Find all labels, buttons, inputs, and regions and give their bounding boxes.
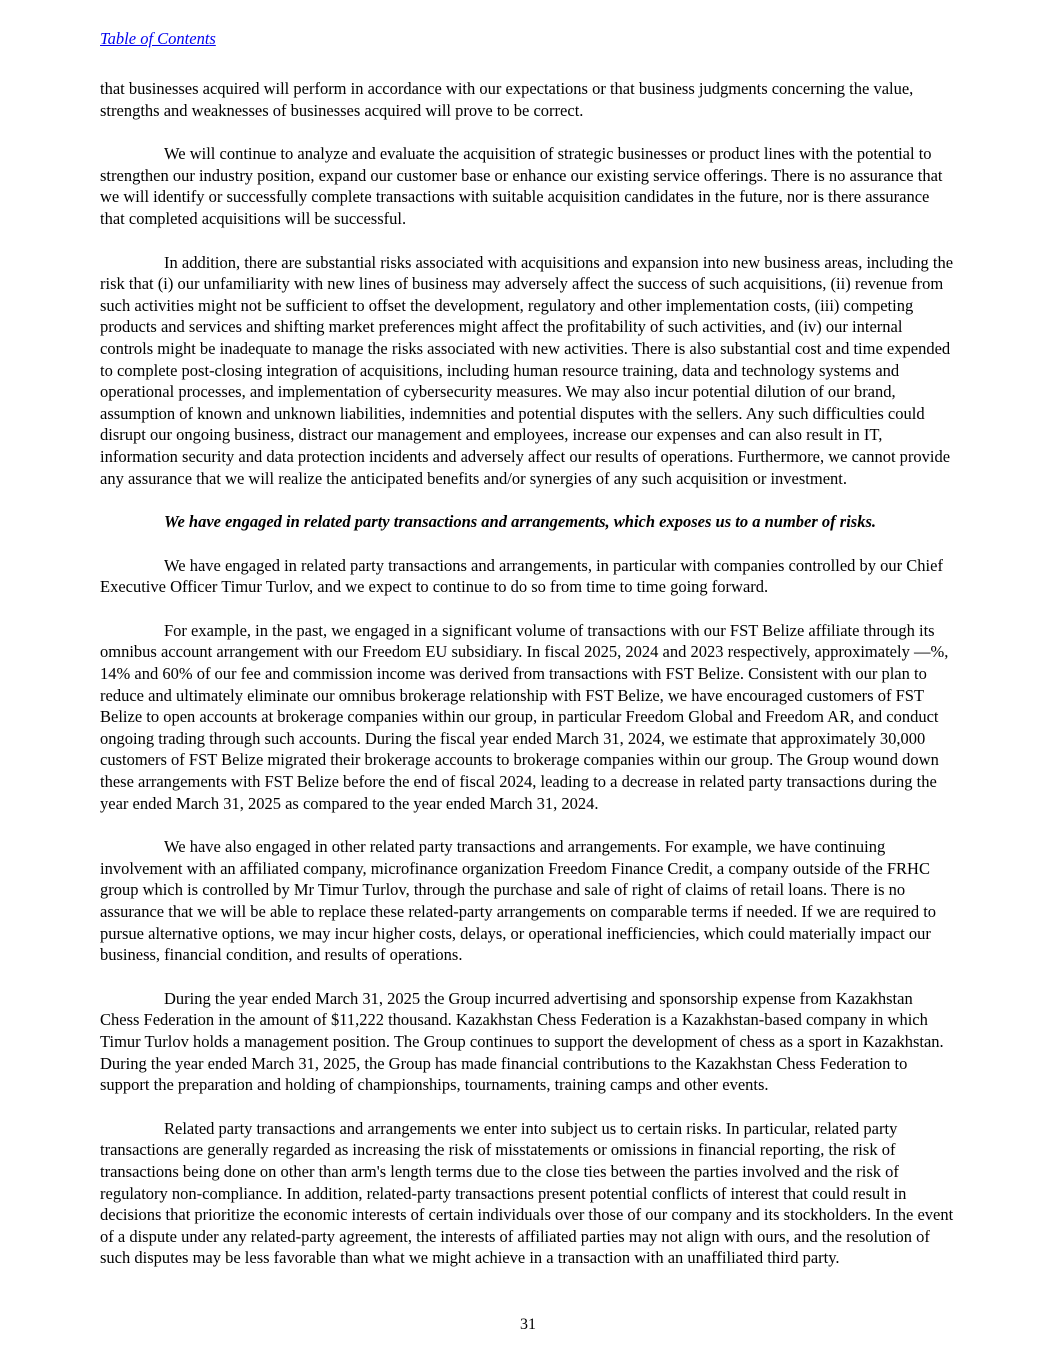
risk-factor-heading-related-party: We have engaged in related party transactions and arrangements, which exposes us to a number of risks. [164,512,877,532]
paragraph-chess-federation: During the year ended March 31, 2025 the Group incurred advertising and sponsorship expense from Kazakhstan Chess Federation in the amount of $11,222 thousand. Kazakhstan Chess Federation is a Kazakhstan-based company in which Timur Turlov holds a management position. The Group continues to support the development of chess as a sport in Kazakhstan. During the year ended March 31, 2025, the Group has made financial contributions to the Kazakhstan Chess Federation to support the preparation and holding of championships, tournaments, training camps and other events. [100,988,944,1095]
toc-link-row [100,28,956,49]
table-of-contents-link[interactable]: Table of Contents [100,29,216,48]
paragraph-fst-belize: For example, in the past, we engaged in a significant volume of transactions with our FST Belize affiliate through its omnibus account arrangement with our Freedom EU subsidiary. In fiscal 2025, 2024 and 2023 respectively, approximately —%, 14% and 60% of our fee and commission income was derived from transactions with FST Belize. Consistent with our plan to reduce and ultimately eliminate our omnibus brokerage relationship with FST Belize, we have encouraged customers of FST Belize to open accounts at brokerage companies within our group, in particular Freedom Global and Freedom AR, and conduct ongoing trading through such accounts. During the fiscal year ended March 31, 2024, we estimate that approximately 30,000 customers of FST Belize migrated their brokerage accounts to brokerage companies within our group. The Group wound down these arrangements with FST Belize before the end of fiscal 2024, leading to a decrease in related party transactions during the year ended March 31, 2025 as compared to the year ended March 31, 2024. [100,620,949,813]
page-number: 31 [520,1315,536,1333]
paragraph-acquisition-strategy: We will continue to analyze and evaluate the acquisition of strategic businesses or product lines with the potential to strengthen our industry position, expand our customer base or enhance our existing service offerings. There is no assurance that we will identify or successfully complete transactions with suitable acquisition candidates in the future, nor is there assurance that completed acquisitions will be successful. [100,144,943,228]
paragraph-related-party-intro: We have engaged in related party transactions and arrangements, in particular with companies controlled by our Chief Executive Officer Timur Turlov, and we expect to continue to do so from time to time going forward. [100,555,943,597]
paragraph-freedom-finance-credit: We have also engaged in other related party transactions and arrangements. For example, we have continuing involvement with an affiliated company, microfinance organization Freedom Finance Credit, a company outside of the FRHC group which is controlled by Mr Timur Turlov, through the purchase and sale of right of claims of retail loans. There is no assurance that we will be able to replace these related-party arrangements on comparable terms if needed. If we are required to pursue alternative options, we may incur higher costs, delays, or operational inefficiencies, which could materially impact our business, financial condition, and results of operations. [100,837,937,965]
paragraph-acquisition-risks: In addition, there are substantial risks associated with acquisitions and expansion into new business areas, including the risk that (i) our unfamiliarity with new lines of business may adversely affect the success of such acquisitions, (ii) revenue from such activities might not be sufficient to offset the development, regulatory and other implementation costs, (iii) competing products and services and shifting market preferences might affect the profitability of such activities, and (iv) our internal controls might be inadequate to manage the risks associated with new activities. There is also substantial cost and time expended to complete post-closing integration of acquisitions, including human resource training, data and technology systems and operational processes, and implementation of cybersecurity measures. We may also incur potential dilution of our brand, assumption of known and unknown liabilities, indemnities and potential disputes with the sellers. Any such difficulties could disrupt our ongoing business, distract our management and employees, increase our expenses and can also result in IT, information security and data protection incidents and adversely affect our results of operations. Furthermore, we cannot provide any assurance that we will realize the anticipated benefits and/or synergies of any such acquisition or investment. [100,252,954,488]
paragraph-related-party-risks: Related party transactions and arrangements we enter into subject us to certain risks. In particular, related party transactions are generally regarded as increasing the risk of misstatements or omissions in financial reporting, the risk of transactions being done on other than arm's length terms due to the close ties between the parties involved and the risk of regulatory non-compliance. In addition, related-party transactions present potential conflicts of interest that could result in decisions that prioritize the economic interests of certain individuals over those of our company and its stockholders. In the event of a dispute under any related-party agreement, the interests of affiliated parties may not align with ours, and the resolution of such disputes may be less favorable than what we might achieve in a transaction with an unaffiliated third party. [100,1118,954,1268]
paragraph-continuation: that businesses acquired will perform in accordance with our expectations or that business judgments concerning the value, strengths and weaknesses of businesses acquired will prove to be correct. [100,79,914,120]
